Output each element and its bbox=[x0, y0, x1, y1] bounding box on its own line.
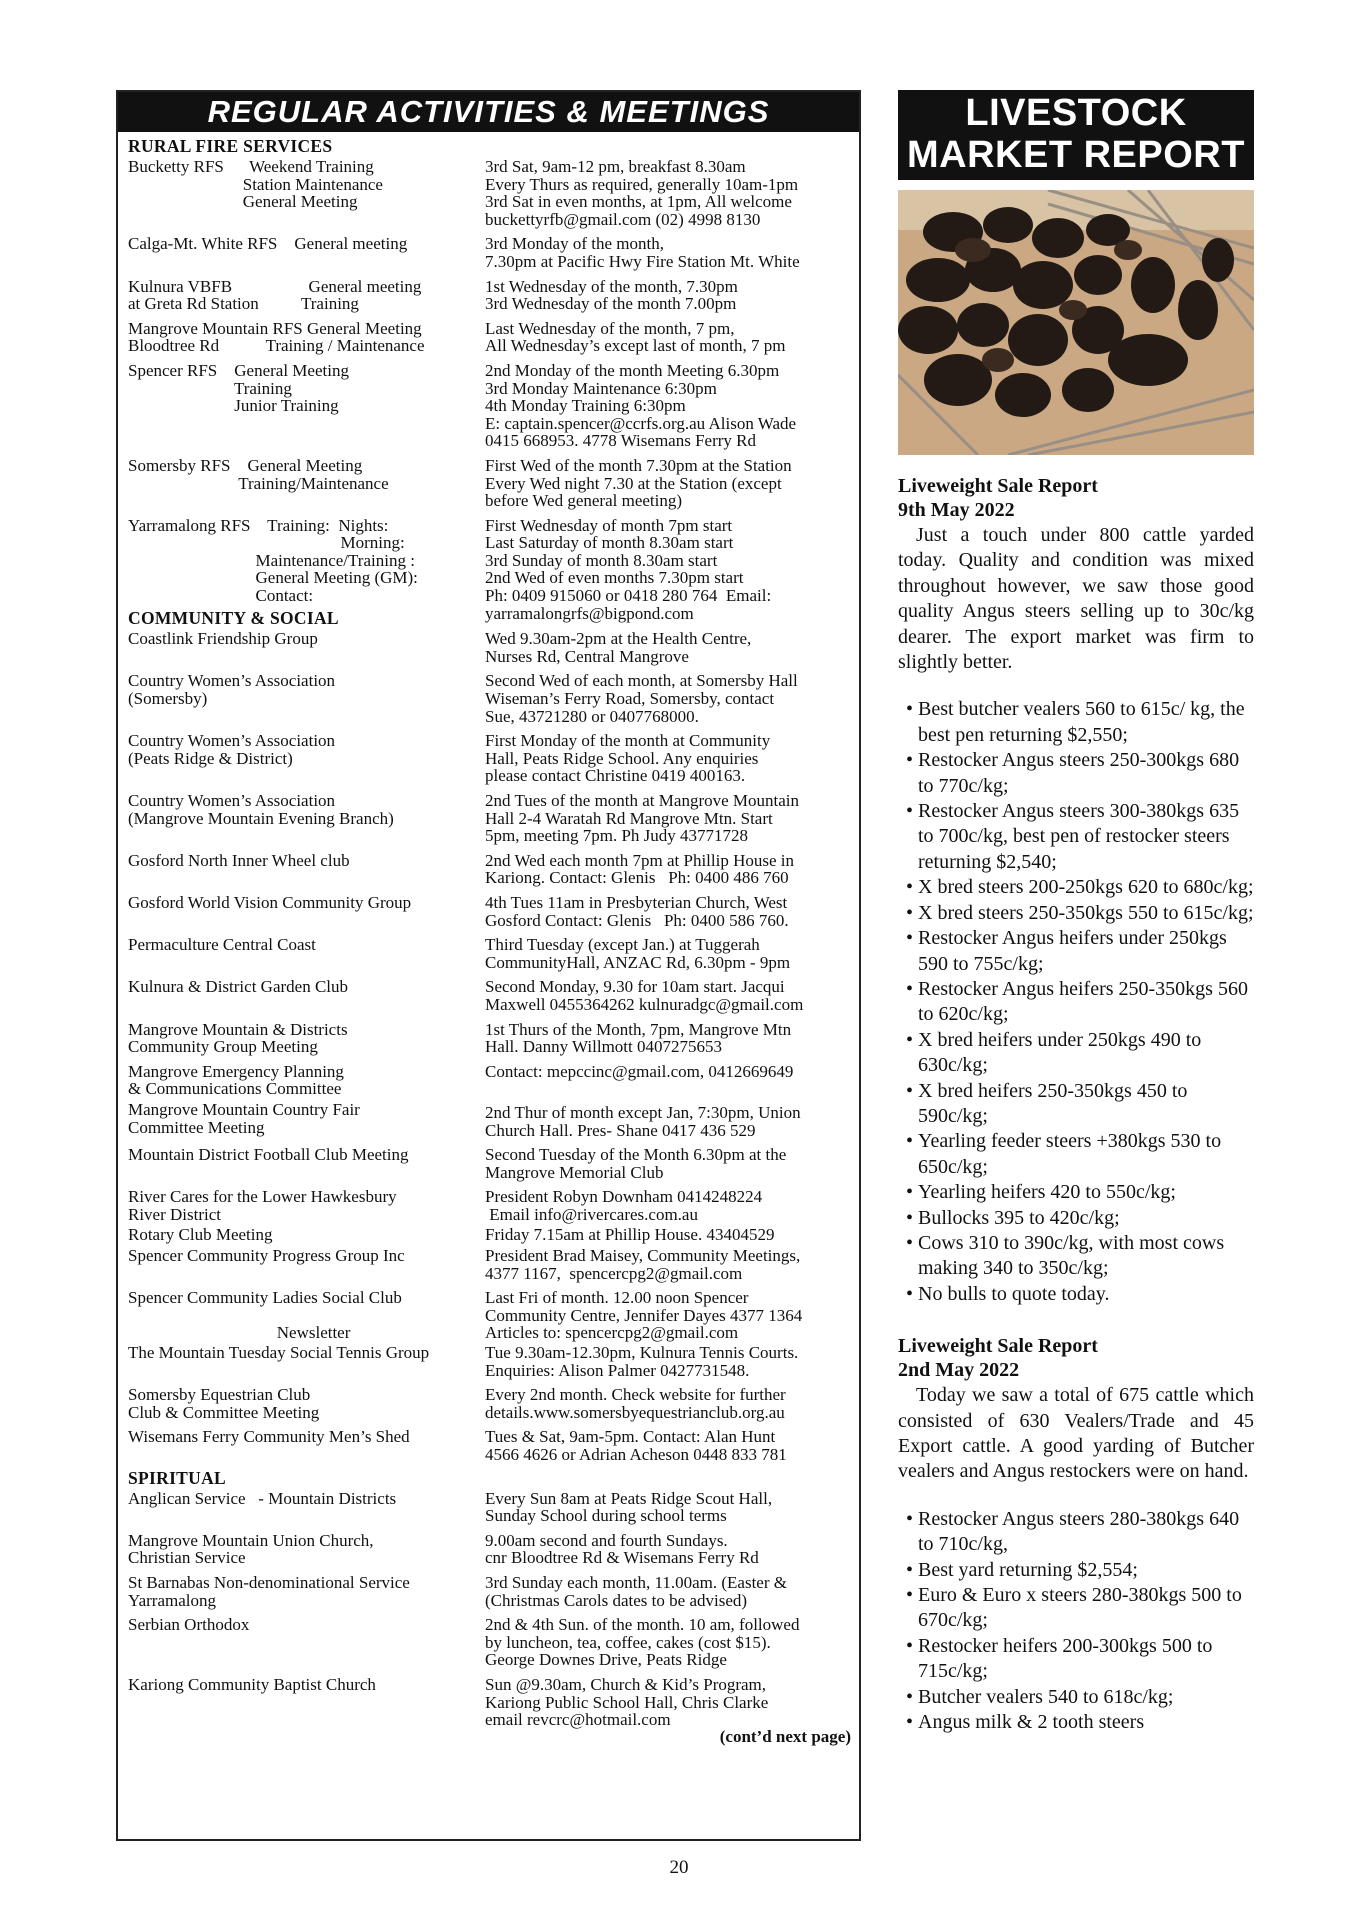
list-item bbox=[128, 1146, 853, 1181]
list-item bbox=[128, 278, 853, 313]
entry-details: 3rd Sunday each month, 11.00am. (Easter & (Christmas Carols dates to be advised) bbox=[485, 1572, 787, 1610]
entry-details: 9.00am second and fourth Sundays. cnr Bloodtree Rd & Wisemans Ferry Rd bbox=[485, 1530, 759, 1568]
section-heading-rural-fire: RURAL FIRE SERVICES bbox=[128, 136, 333, 156]
entry-name: Anglican Service - Mountain Districts bbox=[128, 1488, 397, 1508]
list-item: • Restocker Angus steers 250-300kgs 680 to 770c/kg; bbox=[898, 748, 1254, 799]
entry-details: Tues & Sat, 9am-5pm. Contact: Alan Hunt 4566 4626 or Adrian Acheson 0448 833 781 bbox=[485, 1427, 787, 1464]
regular-activities-panel bbox=[116, 90, 861, 1841]
entry-details: Third Tuesday (except Jan.) at Tuggerah CommunityHall, ANZAC Rd, 6.30pm - 9pm bbox=[485, 935, 791, 972]
list-item: • Cows 310 to 390c/kg, with most cows making 340 to 350c/kg; bbox=[898, 1231, 1254, 1282]
list-item: • X bred steers 250-350kgs 550 to 615c/kg; bbox=[898, 901, 1254, 926]
entry-name: St Barnabas Non-denominational Service Yarramalong bbox=[128, 1572, 410, 1610]
livestock-header bbox=[898, 90, 1254, 180]
entry-name: Somersby Equestrian Club Club & Committee Meeting bbox=[128, 1385, 320, 1422]
entry-details: Every 2nd month. Check website for further details.www.somersbyequestrianclub.org.au bbox=[485, 1385, 786, 1422]
entry-name: Mangrove Emergency Planning & Communications Committee bbox=[128, 1061, 344, 1099]
entry-details: Second Wed of each month, at Somersby Hall Wiseman’s Ferry Road, Somersby, contact Sue, 43721280 or 0407768000. bbox=[485, 671, 798, 726]
entry-details: 1st Thurs of the Month, 7pm, Mangrove Mtn Hall. Danny Willmott 0407275653 bbox=[485, 1019, 792, 1057]
entry-details: President Brad Maisey, Community Meetings, 4377 1167, spencercpg2@gmail.com bbox=[485, 1246, 801, 1283]
list-item: • X bred heifers 250-350kgs 450 to 590c/kg; bbox=[898, 1079, 1254, 1130]
report-title bbox=[898, 1333, 1254, 1383]
entry-details: Tue 9.30am-12.30pm, Kulnura Tennis Courts. Enquiries: Alison Palmer 0427731548. bbox=[485, 1343, 799, 1380]
list-item bbox=[128, 320, 853, 355]
report-title-line1: Liveweight Sale Report bbox=[898, 1335, 1098, 1358]
activities-list bbox=[118, 132, 859, 1747]
livestock-title-line2: MARKET REPORT bbox=[907, 134, 1245, 176]
list-item bbox=[128, 1021, 853, 1056]
list-item: • Restocker Angus heifers 250-350kgs 560 to 620c/kg; bbox=[898, 977, 1254, 1028]
entry-details: 3rd Sat, 9am-12 pm, breakfast 8.30am Every Thurs as required, generally 10am-1pm 3rd Sat in even months, at 1pm, All welcome buckettyrfb@gmail.com (02) 4998 8130 bbox=[485, 157, 799, 229]
entry-name: Mangrove Mountain Union Church, Christian Service bbox=[128, 1530, 374, 1568]
entry-name: Wisemans Ferry Community Men’s Shed bbox=[128, 1427, 410, 1447]
list-item bbox=[128, 457, 853, 510]
list-item: • Angus milk & 2 tooth steers bbox=[898, 1710, 1254, 1735]
list-item: • Restocker heifers 200-300kgs 500 to 715c/kg; bbox=[898, 1634, 1254, 1685]
entry-details: 2nd Thur of month except Jan, 7:30pm, Union Church Hall. Pres- Shane 0417 436 529 bbox=[485, 1102, 801, 1140]
list-item bbox=[128, 1247, 853, 1282]
entry-details: First Wednesday of month 7pm start Last Saturday of month 8.30am start 3rd Sunday of month 8.30am start 2nd Wed of even months 7.30pm start Ph: 0409 915060 or 0418 280 764 Email: yarramalongrfs@bigpond.com bbox=[485, 515, 772, 623]
entry-details: President Robyn Downham 0414248224 Email info@rivercares.com.au bbox=[485, 1187, 763, 1224]
list-item bbox=[128, 1616, 853, 1669]
entry-details: 1st Wednesday of the month, 7.30pm 3rd Wednesday of the month 7.00pm bbox=[485, 276, 738, 314]
cattle-yard-photo bbox=[898, 190, 1254, 455]
list-item: • Bullocks 395 to 420c/kg; bbox=[898, 1206, 1254, 1231]
entry-details: Wed 9.30am-2pm at the Health Centre, Nurses Rd, Central Mangrove bbox=[485, 629, 752, 666]
livestock-market-report bbox=[898, 90, 1254, 1735]
list-item bbox=[128, 732, 853, 785]
entry-details: Friday 7.15am at Phillip House. 43404529 bbox=[485, 1225, 775, 1245]
entry-details: 2nd Monday of the month Meeting 6.30pm 3rd Monday Maintenance 6:30pm 4th Monday Training 6:30pm E: captain.spencer@ccrfs.org.au Alison Wade 0415 668953. 4778 Wisemans Ferry Rd bbox=[485, 360, 797, 451]
price-list bbox=[898, 697, 1254, 1307]
report-title-line1: Liveweight Sale Report bbox=[898, 475, 1098, 497]
list-item: • Euro & Euro x steers 280-380kgs 500 to 670c/kg; bbox=[898, 1583, 1254, 1634]
entry-name: Country Women’s Association (Somersby) bbox=[128, 671, 336, 709]
entry-details: 3rd Monday of the month, 7.30pm at Pacific Hwy Fire Station Mt. White bbox=[485, 234, 800, 271]
entry-details: 2nd & 4th Sun. of the month. 10 am, followed by luncheon, tea, coffee, cakes (cost $15). George Downes Drive, Peats Ridge bbox=[485, 1615, 800, 1670]
list-item: • No bulls to quote today. bbox=[898, 1282, 1254, 1307]
entry-details: Second Monday, 9.30 for 10am start. Jacqui Maxwell 0455364262 kulnuradgc@gmail.com bbox=[485, 977, 804, 1014]
entry-details: Last Wednesday of the month, 7 pm, All Wednesday’s except last of month, 7 pm bbox=[485, 318, 786, 356]
list-item bbox=[128, 1676, 853, 1729]
entry-name: Rotary Club Meeting bbox=[128, 1225, 273, 1245]
list-item bbox=[128, 978, 853, 1013]
list-item bbox=[128, 235, 853, 270]
list-item bbox=[128, 158, 853, 228]
entry-name: Spencer Community Progress Group Inc bbox=[128, 1246, 405, 1266]
section-heading-community: COMMUNITY & SOCIAL bbox=[128, 608, 339, 629]
list-item bbox=[128, 1428, 853, 1463]
entry-details: Every Sun 8am at Peats Ridge Scout Hall, Sunday School during school terms bbox=[485, 1488, 773, 1526]
list-item: • Restocker Angus heifers under 250kgs 590 to 755c/kg; bbox=[898, 926, 1254, 977]
entry-details: 2nd Wed each month 7pm at Phillip House in Kariong. Contact: Glenis Ph: 0400 486 760 bbox=[485, 850, 795, 888]
list-item bbox=[128, 1490, 853, 1525]
list-item bbox=[128, 630, 853, 665]
report-date: 2nd May 2022 bbox=[898, 1359, 1020, 1382]
entry-name: Coastlink Friendship Group bbox=[128, 629, 318, 649]
continued-note: (cont’d next page) bbox=[719, 1726, 851, 1746]
entry-name: Kariong Community Baptist Church bbox=[128, 1674, 376, 1694]
entry-name: Spencer RFS General Meeting Training Junior Training bbox=[128, 360, 349, 416]
list-item bbox=[128, 672, 853, 725]
entry-name: Kulnura & District Garden Club bbox=[128, 977, 349, 997]
entry-name: The Mountain Tuesday Social Tennis Group bbox=[128, 1343, 430, 1363]
entry-name: Gosford World Vision Community Group bbox=[128, 892, 412, 912]
entry-name: River Cares for the Lower Hawkesbury River District bbox=[128, 1187, 397, 1224]
entry-name: Permaculture Central Coast bbox=[128, 935, 316, 955]
report-date: 9th May 2022 bbox=[898, 499, 1015, 521]
list-item bbox=[128, 1386, 853, 1421]
regular-activities-title: REGULAR ACTIVITIES & MEETINGS bbox=[118, 92, 859, 132]
entry-name: Spencer Community Ladies Social Club Newsletter bbox=[128, 1288, 402, 1343]
list-item bbox=[128, 517, 853, 623]
report-paragraph: Today we saw a total of 675 cattle which consisted of 630 Vealers/Trade and 45 Export cattle. A good yarding of Butcher vealers and Angus restockers were on hand. bbox=[898, 1384, 1254, 1483]
entry-details: Last Fri of month. 12.00 noon Spencer Community Centre, Jennifer Dayes 4377 1364 Articles to: spencercpg2@gmail.com bbox=[485, 1288, 803, 1343]
entry-name: Mangrove Mountain RFS General Meeting Bloodtree Rd Training / Maintenance bbox=[128, 318, 425, 356]
entry-details: First Monday of the month at Community Hall, Peats Ridge School. Any enquiries please contact Christine 0419 400163. bbox=[485, 731, 771, 786]
entry-name: Country Women’s Association (Mangrove Mountain Evening Branch) bbox=[128, 791, 394, 828]
entry-name: Mangrove Mountain & Districts Community Group Meeting bbox=[128, 1019, 348, 1057]
list-item bbox=[128, 1289, 853, 1342]
entry-name: Mangrove Mountain Country Fair Committee Meeting bbox=[128, 1099, 360, 1137]
report-title bbox=[898, 473, 1254, 523]
list-item bbox=[128, 1574, 853, 1609]
entry-name: Yarramalong RFS Training: Nights: Morning: Maintenance/Training : General Meeting (GM): Contact: bbox=[128, 515, 418, 606]
entry-name: Calga-Mt. White RFS General meeting bbox=[128, 234, 408, 254]
list-item bbox=[128, 1188, 853, 1223]
entry-details: Sun @9.30am, Church & Kid’s Program, Kariong Public School Hall, Chris Clarke email revcrc@hotmail.com bbox=[485, 1674, 769, 1730]
price-list bbox=[898, 1507, 1254, 1736]
list-item bbox=[128, 1063, 853, 1098]
entry-details: 4th Tues 11am in Presbyterian Church, West Gosford Contact: Glenis Ph: 0400 586 760. bbox=[485, 892, 789, 930]
list-item: • X bred heifers under 250kgs 490 to 630c/kg; bbox=[898, 1028, 1254, 1079]
list-item bbox=[128, 1532, 853, 1567]
entry-name: Serbian Orthodox bbox=[128, 1615, 250, 1635]
list-item: • X bred steers 200-250kgs 620 to 680c/kg; bbox=[898, 875, 1254, 900]
list-item bbox=[128, 1226, 853, 1244]
list-item bbox=[128, 1344, 853, 1379]
list-item: • Restocker Angus steers 280-380kgs 640 to 710c/kg, bbox=[898, 1507, 1254, 1558]
livestock-title-line1: LIVESTOCK bbox=[965, 92, 1187, 134]
list-item: • Best yard returning $2,554; bbox=[898, 1558, 1254, 1583]
entry-details: Second Tuesday of the Month 6.30pm at the Mangrove Memorial Club bbox=[485, 1145, 787, 1182]
entry-details: Contact: mepccinc@gmail.com, 0412669649 bbox=[485, 1061, 794, 1081]
list-item bbox=[128, 852, 853, 887]
entry-name: Bucketty RFS Weekend Training Station Maintenance General Meeting bbox=[128, 157, 383, 212]
section-heading-spiritual: SPIRITUAL bbox=[128, 1467, 227, 1488]
list-item: • Yearling feeder steers +380kgs 530 to 650c/kg; bbox=[898, 1129, 1254, 1180]
list-item bbox=[128, 1101, 853, 1139]
entry-name: Mountain District Football Club Meeting bbox=[128, 1145, 409, 1165]
list-item: • Yearling heifers 420 to 550c/kg; bbox=[898, 1180, 1254, 1205]
list-item bbox=[128, 936, 853, 971]
list-item: • Butcher vealers 540 to 618c/kg; bbox=[898, 1685, 1254, 1710]
list-item bbox=[128, 894, 853, 929]
list-item bbox=[128, 362, 853, 450]
list-item: • Restocker Angus steers 300-380kgs 635 to 700c/kg, best pen of restocker steers returning $2,540; bbox=[898, 799, 1254, 875]
entry-details: 2nd Tues of the month at Mangrove Mountain Hall 2-4 Waratah Rd Mangrove Mtn. Start 5pm, meeting 7pm. Ph Judy 43771728 bbox=[485, 791, 800, 846]
page-number: 20 bbox=[669, 1857, 689, 1878]
entry-name: Country Women’s Association (Peats Ridge & District) bbox=[128, 731, 336, 768]
report-paragraph: Just a touch under 800 cattle yarded today. Quality and condition was mixed throughout however, we saw those good quality Angus steers selling up to 30c/kg dearer. The export market was firm to slightly better. bbox=[898, 524, 1254, 674]
list-item bbox=[128, 792, 853, 845]
list-item: • Best butcher vealers 560 to 615c/ kg, the best pen returning $2,550; bbox=[898, 697, 1254, 748]
entry-name: Kulnura VBFB General meeting at Greta Rd Station Training bbox=[128, 276, 422, 314]
entry-details: First Wed of the month 7.30pm at the Station Every Wed night 7.30 at the Station (except before Wed general meeting) bbox=[485, 455, 792, 511]
entry-name: Gosford North Inner Wheel club bbox=[128, 850, 350, 870]
entry-name: Somersby RFS General Meeting Training/Maintenance bbox=[128, 455, 389, 493]
